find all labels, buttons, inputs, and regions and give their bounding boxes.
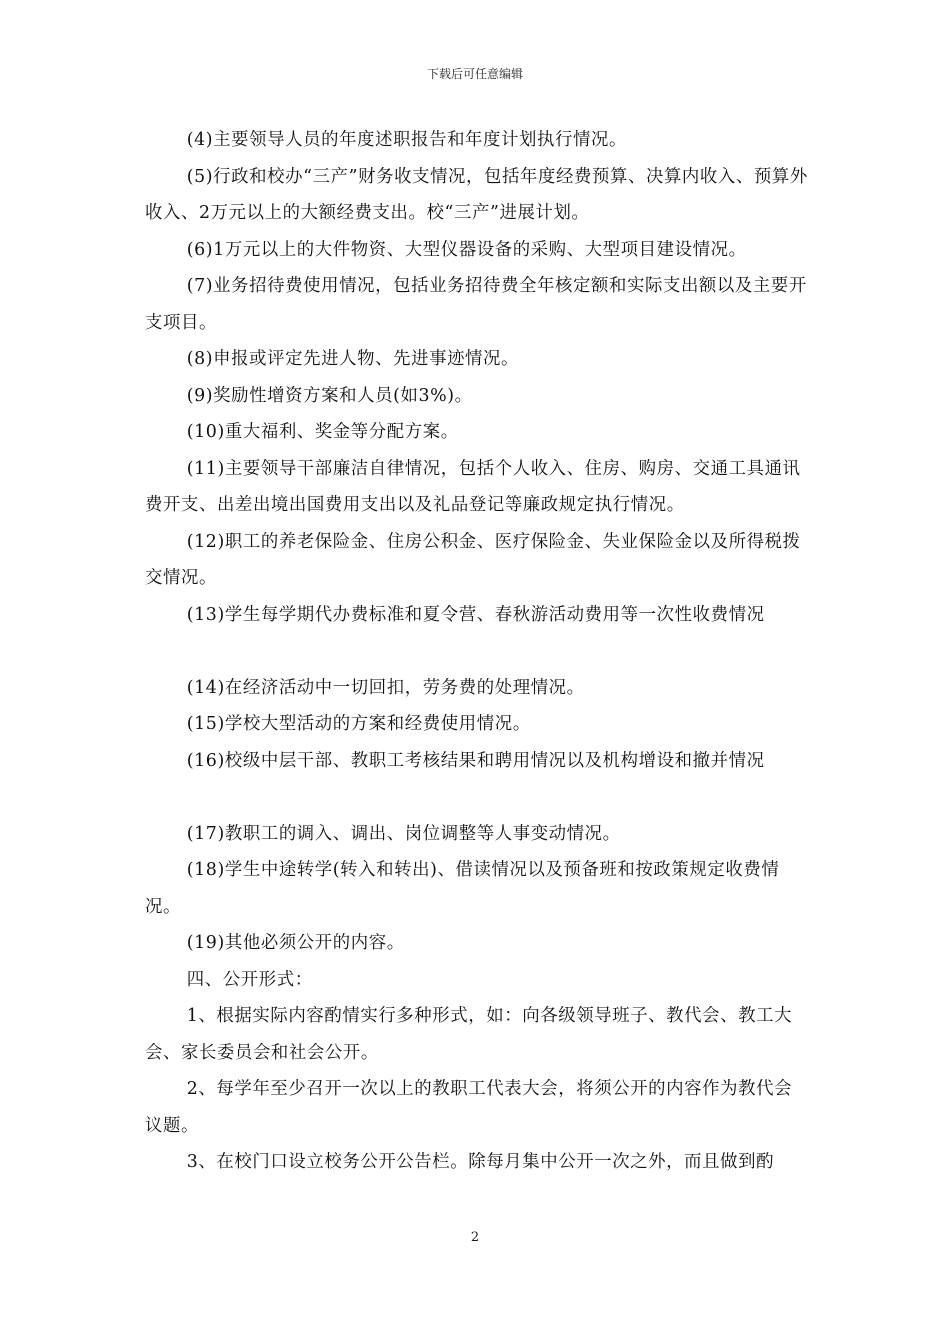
- paragraph-form-1: 1、根据实际内容酌情实行多种形式，如：向各级领导班子、教代会、教工大会、家长委员会和社会公开。: [145, 1006, 793, 1063]
- document-body: [145, 122, 809, 1181]
- paragraph-item-18: (18)学生中途转学(转入和转出)、借读情况以及预备班和按政策规定收费情况。: [145, 860, 780, 917]
- paragraph-item-15: (15)学校大型活动的方案和经费使用情况。: [186, 714, 531, 734]
- section-heading-publicity-forms: 四、公开形式：: [186, 969, 313, 990]
- paragraph-item-10: (10)重大福利、奖金等分配方案。: [186, 422, 459, 442]
- paragraph-item-17: (17)教职工的调入、调出、岗位调整等人事变动情况。: [186, 823, 621, 844]
- paragraph-item-4: (4)主要领导人员的年度述职报告和年度计划执行情况。: [186, 130, 627, 150]
- paragraph-item-7: (7)业务招待费使用情况，包括业务招待费全年核定额和实际支出额以及主要开支项目。: [145, 276, 807, 333]
- paragraph-item-16: (16)校级中层干部、教职工考核结果和聘用情况以及机构增设和撤并情况: [186, 750, 765, 771]
- paragraph-item-14: (14)在经济活动中一切回扣，劳务费的处理情况。: [186, 677, 585, 698]
- paragraph-item-19: (19)其他必须公开的内容。: [186, 933, 405, 953]
- paragraph-item-12: (12)职工的养老保险金、住房公积金、医疗保险金、失业保险金以及所得税拨交情况。: [145, 531, 801, 588]
- paragraph-form-3: 3、在校门口设立校务公开公告栏。除每月集中公开一次之外，而且做到酌: [186, 1152, 775, 1172]
- paragraph-form-2: 2、每学年至少召开一次以上的教职工代表大会，将须公开的内容作为教代会议题。: [145, 1079, 793, 1136]
- paragraph-item-11: (11)主要领导干部廉洁自律情况，包括个人收入、住房、购房、交通工具通讯费开支、出差出境出国费用支出以及礼品登记等廉政规定执行情况。: [145, 458, 801, 515]
- page-header: 下载后可任意编辑: [426, 67, 523, 81]
- paragraph-item-13: (13)学生每学期代办费标准和夏令营、春秋游活动费用等一次性收费情况: [186, 604, 765, 625]
- paragraph-item-8: (8)申报或评定先进人物、先进事迹情况。: [186, 349, 520, 369]
- page-number: 2: [470, 1230, 480, 1245]
- paragraph-item-6: (6)1万元以上的大件物资、大型仪器设备的采购、大型项目建设情况。: [186, 239, 747, 260]
- paragraph-item-9: (9)奖励性增资方案和人员(如3%)。: [186, 385, 473, 406]
- paragraph-item-5: (5)行政和校办“三产”财务收支情况，包括年度经费预算、决算内收入、预算外收入、2万元以上的大额经费支出。校“三产”进展计划。: [145, 166, 808, 223]
